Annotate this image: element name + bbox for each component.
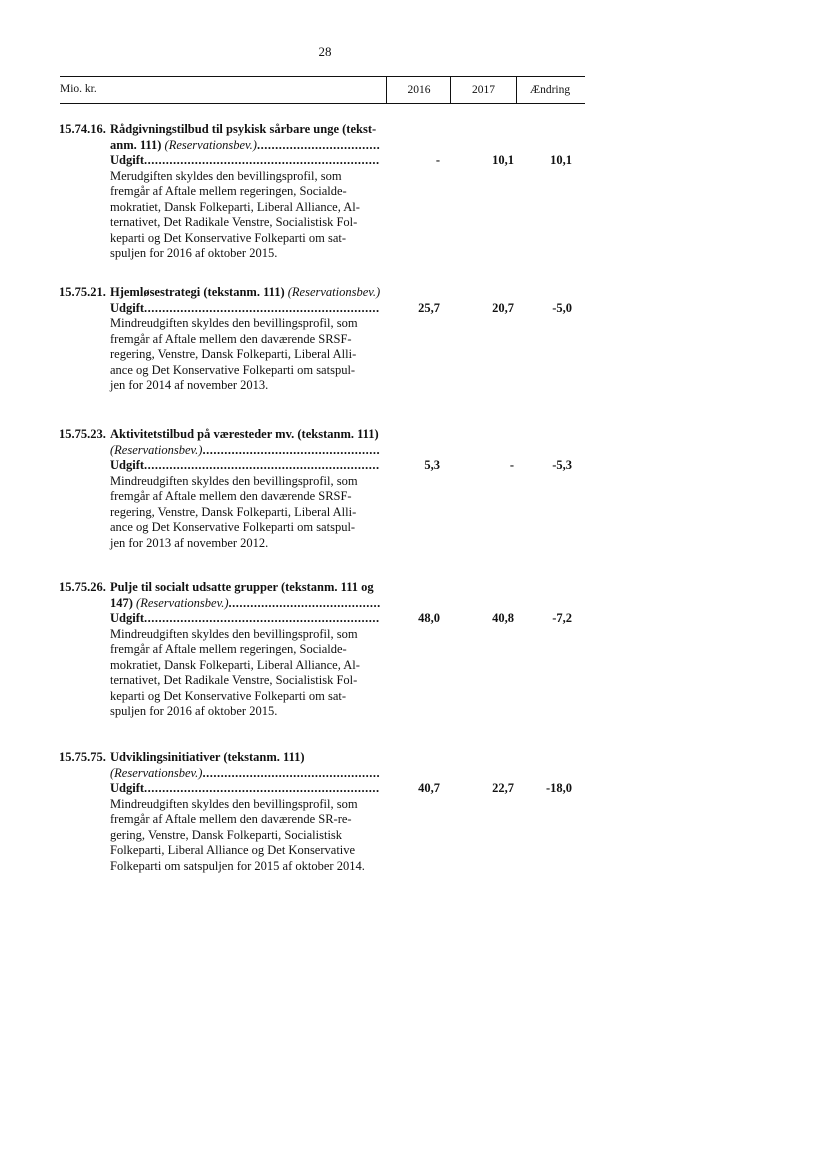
note-line: fremgår af Aftale mellem den daværende SR-re- bbox=[110, 812, 352, 826]
dot-leader bbox=[144, 153, 380, 169]
entry-note bbox=[110, 797, 380, 875]
note-line: ance og Det Konservative Folkeparti om satspul- bbox=[110, 520, 356, 534]
reservation-label: (Reservationsbev.) bbox=[164, 137, 257, 152]
entry-title-reservation bbox=[110, 766, 380, 782]
dot-leader bbox=[229, 596, 381, 612]
note-line: Folkeparti om satspuljen for 2015 af oktober 2014. bbox=[110, 858, 365, 873]
note-line: mokratiet, Dansk Folkeparti, Liberal Alliance, Al- bbox=[110, 199, 360, 214]
dot-leader bbox=[202, 443, 380, 459]
udgift-label: Udgift bbox=[110, 458, 145, 472]
udgift-line bbox=[110, 611, 380, 627]
dot-leader bbox=[144, 611, 380, 627]
udgift-label: Udgift bbox=[110, 300, 145, 315]
note-line: keparti og Det Konservative Folkeparti om sat- bbox=[110, 688, 347, 703]
note-line: gering, Venstre, Dansk Folkeparti, Socialistisk bbox=[110, 827, 343, 842]
value-2017: 40,8 bbox=[492, 611, 514, 625]
value-2017: 20,7 bbox=[492, 300, 514, 315]
udgift-line bbox=[110, 781, 380, 797]
note-line: Mindreudgiften skyldes den bevillingsprofil, som bbox=[110, 473, 358, 488]
note-line: jen for 2013 af november 2012. bbox=[110, 535, 269, 550]
entry-title-reservation bbox=[110, 138, 380, 154]
value-2016: 25,7 bbox=[418, 300, 440, 315]
udgift-line bbox=[110, 153, 380, 169]
entry-body bbox=[110, 750, 380, 874]
column-header-2016: 2016 bbox=[386, 77, 451, 103]
note-line: Folkeparti, Liberal Alliance og Det Konservative bbox=[110, 843, 356, 857]
note-line: spuljen for 2016 af oktober 2015. bbox=[110, 246, 278, 260]
entry-title-text: Hjemløsestrategi (tekstanm. 111) bbox=[110, 285, 285, 299]
value-2017: - bbox=[509, 458, 514, 472]
note-line: ance og Det Konservative Folkeparti om satspul- bbox=[110, 362, 356, 377]
note-line: regering, Venstre, Dansk Folkeparti, Liberal Alli- bbox=[110, 347, 357, 361]
udgift-label: Udgift bbox=[110, 611, 145, 625]
entry-title-line: Aktivitetstilbud på væresteder mv. (tekstanm. 111) bbox=[110, 427, 379, 441]
note-line: fremgår af Aftale mellem regeringen, Socialde- bbox=[110, 642, 347, 656]
entry-title-reservation bbox=[110, 596, 380, 612]
value-2016: 40,7 bbox=[418, 781, 440, 795]
dot-leader bbox=[202, 766, 380, 782]
entry-title-line: Pulje til socialt udsatte grupper (tekstanm. 111 og bbox=[110, 580, 374, 594]
entry-title-line: Rådgivningstilbud til psykisk sårbare unge (tekst- bbox=[110, 122, 377, 136]
table-header bbox=[60, 76, 585, 104]
value-2016: 48,0 bbox=[418, 611, 440, 625]
reservation-label: (Reservationsbev.) bbox=[110, 442, 203, 457]
page-number: 28 bbox=[318, 44, 332, 59]
entry-title-line: Udviklingsinitiativer (tekstanm. 111) bbox=[110, 750, 305, 764]
note-line: ternativet, Det Radikale Venstre, Socialistisk Fol- bbox=[110, 215, 358, 229]
account-number: 15.75.26. bbox=[59, 580, 106, 594]
udgift-label: Udgift bbox=[110, 153, 145, 167]
entry-body bbox=[110, 285, 380, 394]
note-line: Merudgiften skyldes den bevillingsprofil, som bbox=[110, 168, 342, 183]
reservation-label: (Reservationsbev.) bbox=[110, 765, 203, 780]
account-number: 15.75.23. bbox=[59, 427, 106, 441]
entry-note bbox=[110, 169, 380, 262]
entry-note bbox=[110, 627, 380, 720]
reservation-label: (Reservationsbev.) bbox=[136, 595, 229, 610]
dot-leader bbox=[144, 301, 380, 317]
entry-body bbox=[110, 580, 380, 720]
note-line: regering, Venstre, Dansk Folkeparti, Liberal Alli- bbox=[110, 504, 357, 519]
note-line: jen for 2014 af november 2013. bbox=[110, 378, 269, 392]
note-line: fremgår af Aftale mellem regeringen, Socialde- bbox=[110, 184, 347, 198]
value-change: 10,1 bbox=[550, 153, 572, 167]
column-header-change: Ændring bbox=[529, 84, 571, 96]
entry-title-reservation bbox=[110, 285, 380, 301]
note-line: Mindreudgiften skyldes den bevillingsprofil, som bbox=[110, 626, 358, 641]
dot-leader bbox=[144, 781, 380, 797]
unit-label: Mio. kr. bbox=[60, 83, 97, 95]
entry-title-reservation bbox=[110, 443, 380, 459]
note-line: ternativet, Det Radikale Venstre, Socialistisk Fol- bbox=[110, 673, 358, 687]
dot-leader bbox=[144, 458, 380, 474]
note-line: Mindreudgiften skyldes den bevillingsprofil, som bbox=[110, 796, 358, 811]
dot-leader bbox=[257, 138, 380, 154]
note-line: fremgår af Aftale mellem den daværende SRSF- bbox=[110, 331, 352, 346]
entry-title-text: anm. 111) bbox=[110, 137, 162, 152]
account-number: 15.75.21. bbox=[59, 285, 106, 299]
entry-body bbox=[110, 122, 380, 262]
reservation-label: (Reservationsbev.) bbox=[287, 285, 380, 299]
note-line: keparti og Det Konservative Folkeparti om sat- bbox=[110, 230, 347, 245]
udgift-label: Udgift bbox=[110, 781, 145, 795]
column-header-2017: 2017 bbox=[450, 77, 517, 103]
account-number: 15.74.16. bbox=[59, 122, 106, 136]
value-change: -5,3 bbox=[552, 458, 572, 472]
entry-note bbox=[110, 316, 380, 394]
value-2016: - bbox=[435, 153, 440, 167]
value-change: -7,2 bbox=[552, 611, 572, 625]
value-change: -5,0 bbox=[552, 300, 572, 315]
udgift-line bbox=[110, 458, 380, 474]
udgift-line bbox=[110, 301, 380, 317]
note-line: fremgår af Aftale mellem den daværende SRSF- bbox=[110, 489, 352, 503]
note-line: Mindreudgiften skyldes den bevillingsprofil, som bbox=[110, 316, 358, 330]
value-2017: 22,7 bbox=[492, 781, 514, 795]
note-line: spuljen for 2016 af oktober 2015. bbox=[110, 704, 278, 718]
value-2017: 10,1 bbox=[492, 153, 514, 167]
value-change: -18,0 bbox=[545, 781, 572, 795]
entry-body bbox=[110, 427, 380, 551]
account-number: 15.75.75. bbox=[59, 750, 106, 764]
entry-title-text: 147) bbox=[110, 595, 133, 610]
note-line: mokratiet, Dansk Folkeparti, Liberal Alliance, Al- bbox=[110, 657, 360, 672]
value-2016: 5,3 bbox=[424, 458, 440, 472]
entry-note bbox=[110, 474, 380, 552]
